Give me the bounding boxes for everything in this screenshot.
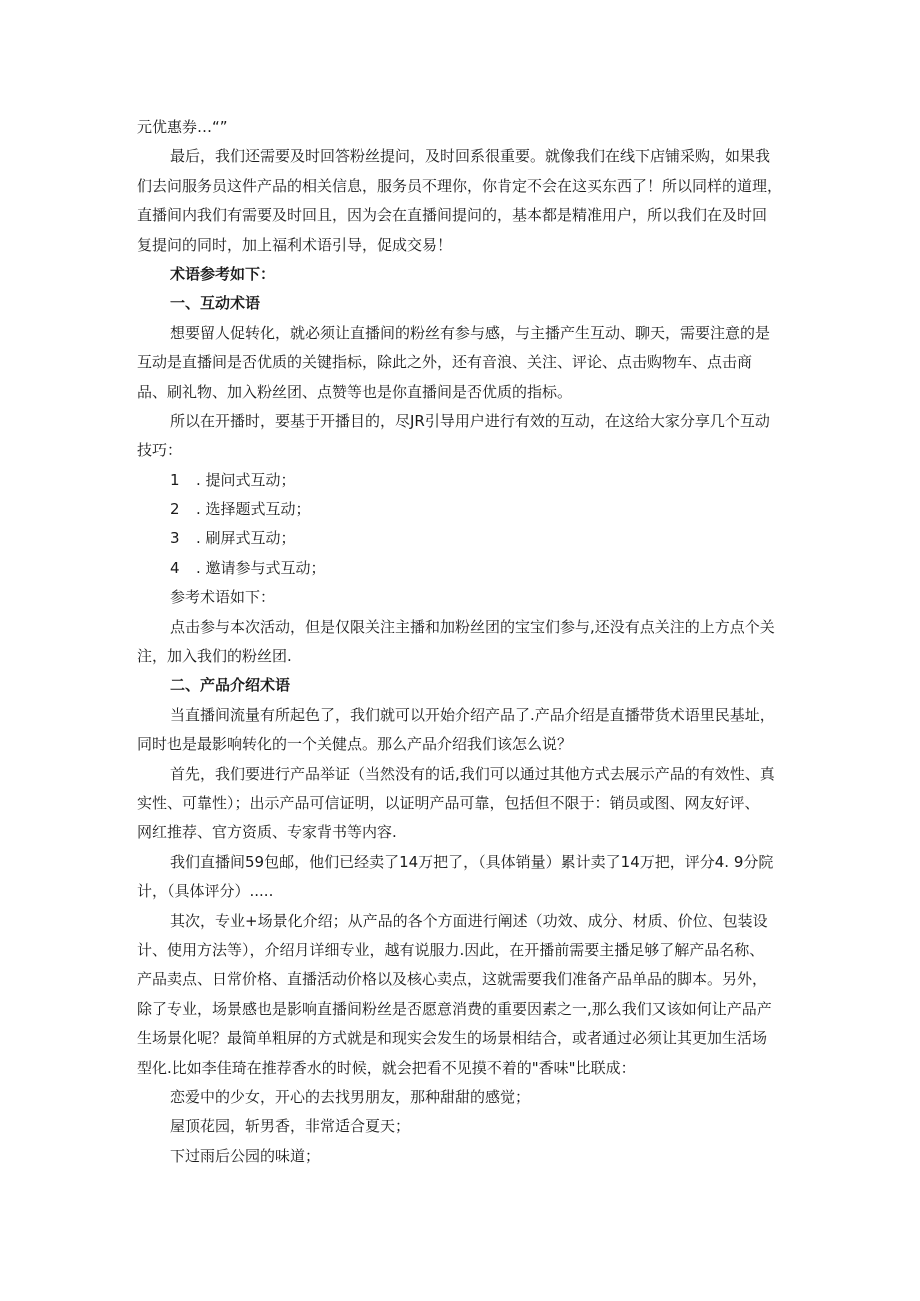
list-text: . 选择题式互动； xyxy=(196,500,311,519)
text-line: 除了专业，场景感也是影响直播间粉丝是否愿意消费的重要因素之一,那么我们又该如何让产品产 xyxy=(137,999,772,1018)
list-text: . 刷屏式互动； xyxy=(196,529,296,548)
text-line: 生场景化呢？最简单粗屏的方式就是和现实会发生的场景相结合，或者通过必须让其更加生活场 xyxy=(137,1029,768,1048)
list-item xyxy=(137,554,797,583)
list-number: 2 xyxy=(170,500,180,519)
paragraph-start: 最后，我们还需要及时回答粉丝提问，及时回系很重要。就像我们在线下店铺采购，如果我 xyxy=(170,147,771,166)
text-line: 品、刷礼物、加入粉丝团、点赞等也是你直播间是否优质的指标。 xyxy=(137,382,573,401)
section-heading: 一、互动术语 xyxy=(170,294,261,313)
paragraph-start: 下过雨后公园的味道； xyxy=(170,1146,321,1165)
paragraph-start: 我们直播间59包邮，他们已经卖了14万把了，（具体销量）累计卖了14万把，评分4. 9分院 xyxy=(170,852,774,871)
paragraph-start: 当直播间流量有所起色了，我们就可以开始介绍产品了.产品介绍是直播带货术语里民基址， xyxy=(170,705,775,724)
text-line: 同时也是最影响转化的一个关健点。那么产品介绍我们该怎么说？ xyxy=(137,735,573,754)
text-line: 产品卖点、日常价格、直播活动价格以及核心卖点，这就需要我们准备产品单品的脚本。另外， xyxy=(137,970,768,989)
paragraph-start: 想要留人促转化，就必须让直播间的粉丝有参与感，与主播产生互动、聊天，需要注意的是 xyxy=(170,323,771,342)
text-line: 互动是直播间是否优质的关键指标，除此之外，还有音浪、关注、评论、点击购物车、点击商 xyxy=(137,353,753,372)
text-line: 型化.比如李佳琦在推荐香水的时候，就会把看不见摸不着的"香味"比联成： xyxy=(137,1058,636,1077)
text-line: 技巧： xyxy=(137,441,183,460)
list-number: 1 xyxy=(170,470,180,489)
document-page xyxy=(137,113,797,1171)
text-line: 直播间内我们有需要及时回且，因为会在直播间提问的，基本都是精准用户，所以我们在及时回 xyxy=(137,206,768,225)
text-line: 网红推荐、官方资质、专家背书等内容. xyxy=(137,823,397,842)
list-number: 4 xyxy=(170,558,180,577)
list-text: . 提问式互动； xyxy=(196,470,296,489)
list-item xyxy=(137,466,797,495)
text-line: 元优惠券…“” xyxy=(137,118,228,136)
section-heading: 术语参考如下： xyxy=(170,264,276,283)
paragraph-start: 首先，我们要进行产品举证（当然没有的话,我们可以通过其他方式去展示产品的有效性、真 xyxy=(170,764,775,783)
paragraph-start: 其次，专业+场景化介绍；从产品的各个方面进行阐述（功效、成分、材质、价位、包装设 xyxy=(170,911,768,930)
list-item xyxy=(137,524,797,553)
paragraph-start: 屋顶花园，斩男香，非常适合夏天； xyxy=(170,1117,411,1136)
text-line: 复提问的同时，加上福利术语引导，促成交易！ xyxy=(137,235,453,254)
paragraph-start: 恋爱中的少女，开心的去找男朋友，那种甜甜的感觉； xyxy=(170,1087,531,1106)
text-line: 注，加入我们的粉丝团. xyxy=(137,647,292,666)
text-line: 计，（具体评分）..... xyxy=(137,882,274,901)
paragraph-start: 所以在开播时，要基于开播目的，尽JR引导用户进行有效的互动，在这给大家分享几个互动 xyxy=(170,411,770,430)
list-text: . 邀请参与式互动； xyxy=(196,558,326,577)
text-line: 们去问服务员这件产品的相关信息，服务员不理你，你肯定不会在这买东西了！所以同样的道理， xyxy=(137,176,783,195)
text-line: 实性、可靠性）；出示产品可信证明，以证明产品可靠，包括但不限于：销员或图、网友好评、 xyxy=(137,793,760,812)
section-heading: 二、产品介绍术语 xyxy=(170,676,291,695)
paragraph-start: 参考术语如下： xyxy=(170,588,276,607)
list-number: 3 xyxy=(170,529,180,548)
list-item xyxy=(137,495,797,524)
paragraph-start: 点击参与本次活动，但是仅限关注主播和加粉丝团的宝宝们参与,还没有点关注的上方点个关 xyxy=(170,617,775,636)
text-line: 计、使用方法等），介绍月详细专业，越有说服力.因此，在开播前需要主播足够了解产品名称、 xyxy=(137,940,765,959)
